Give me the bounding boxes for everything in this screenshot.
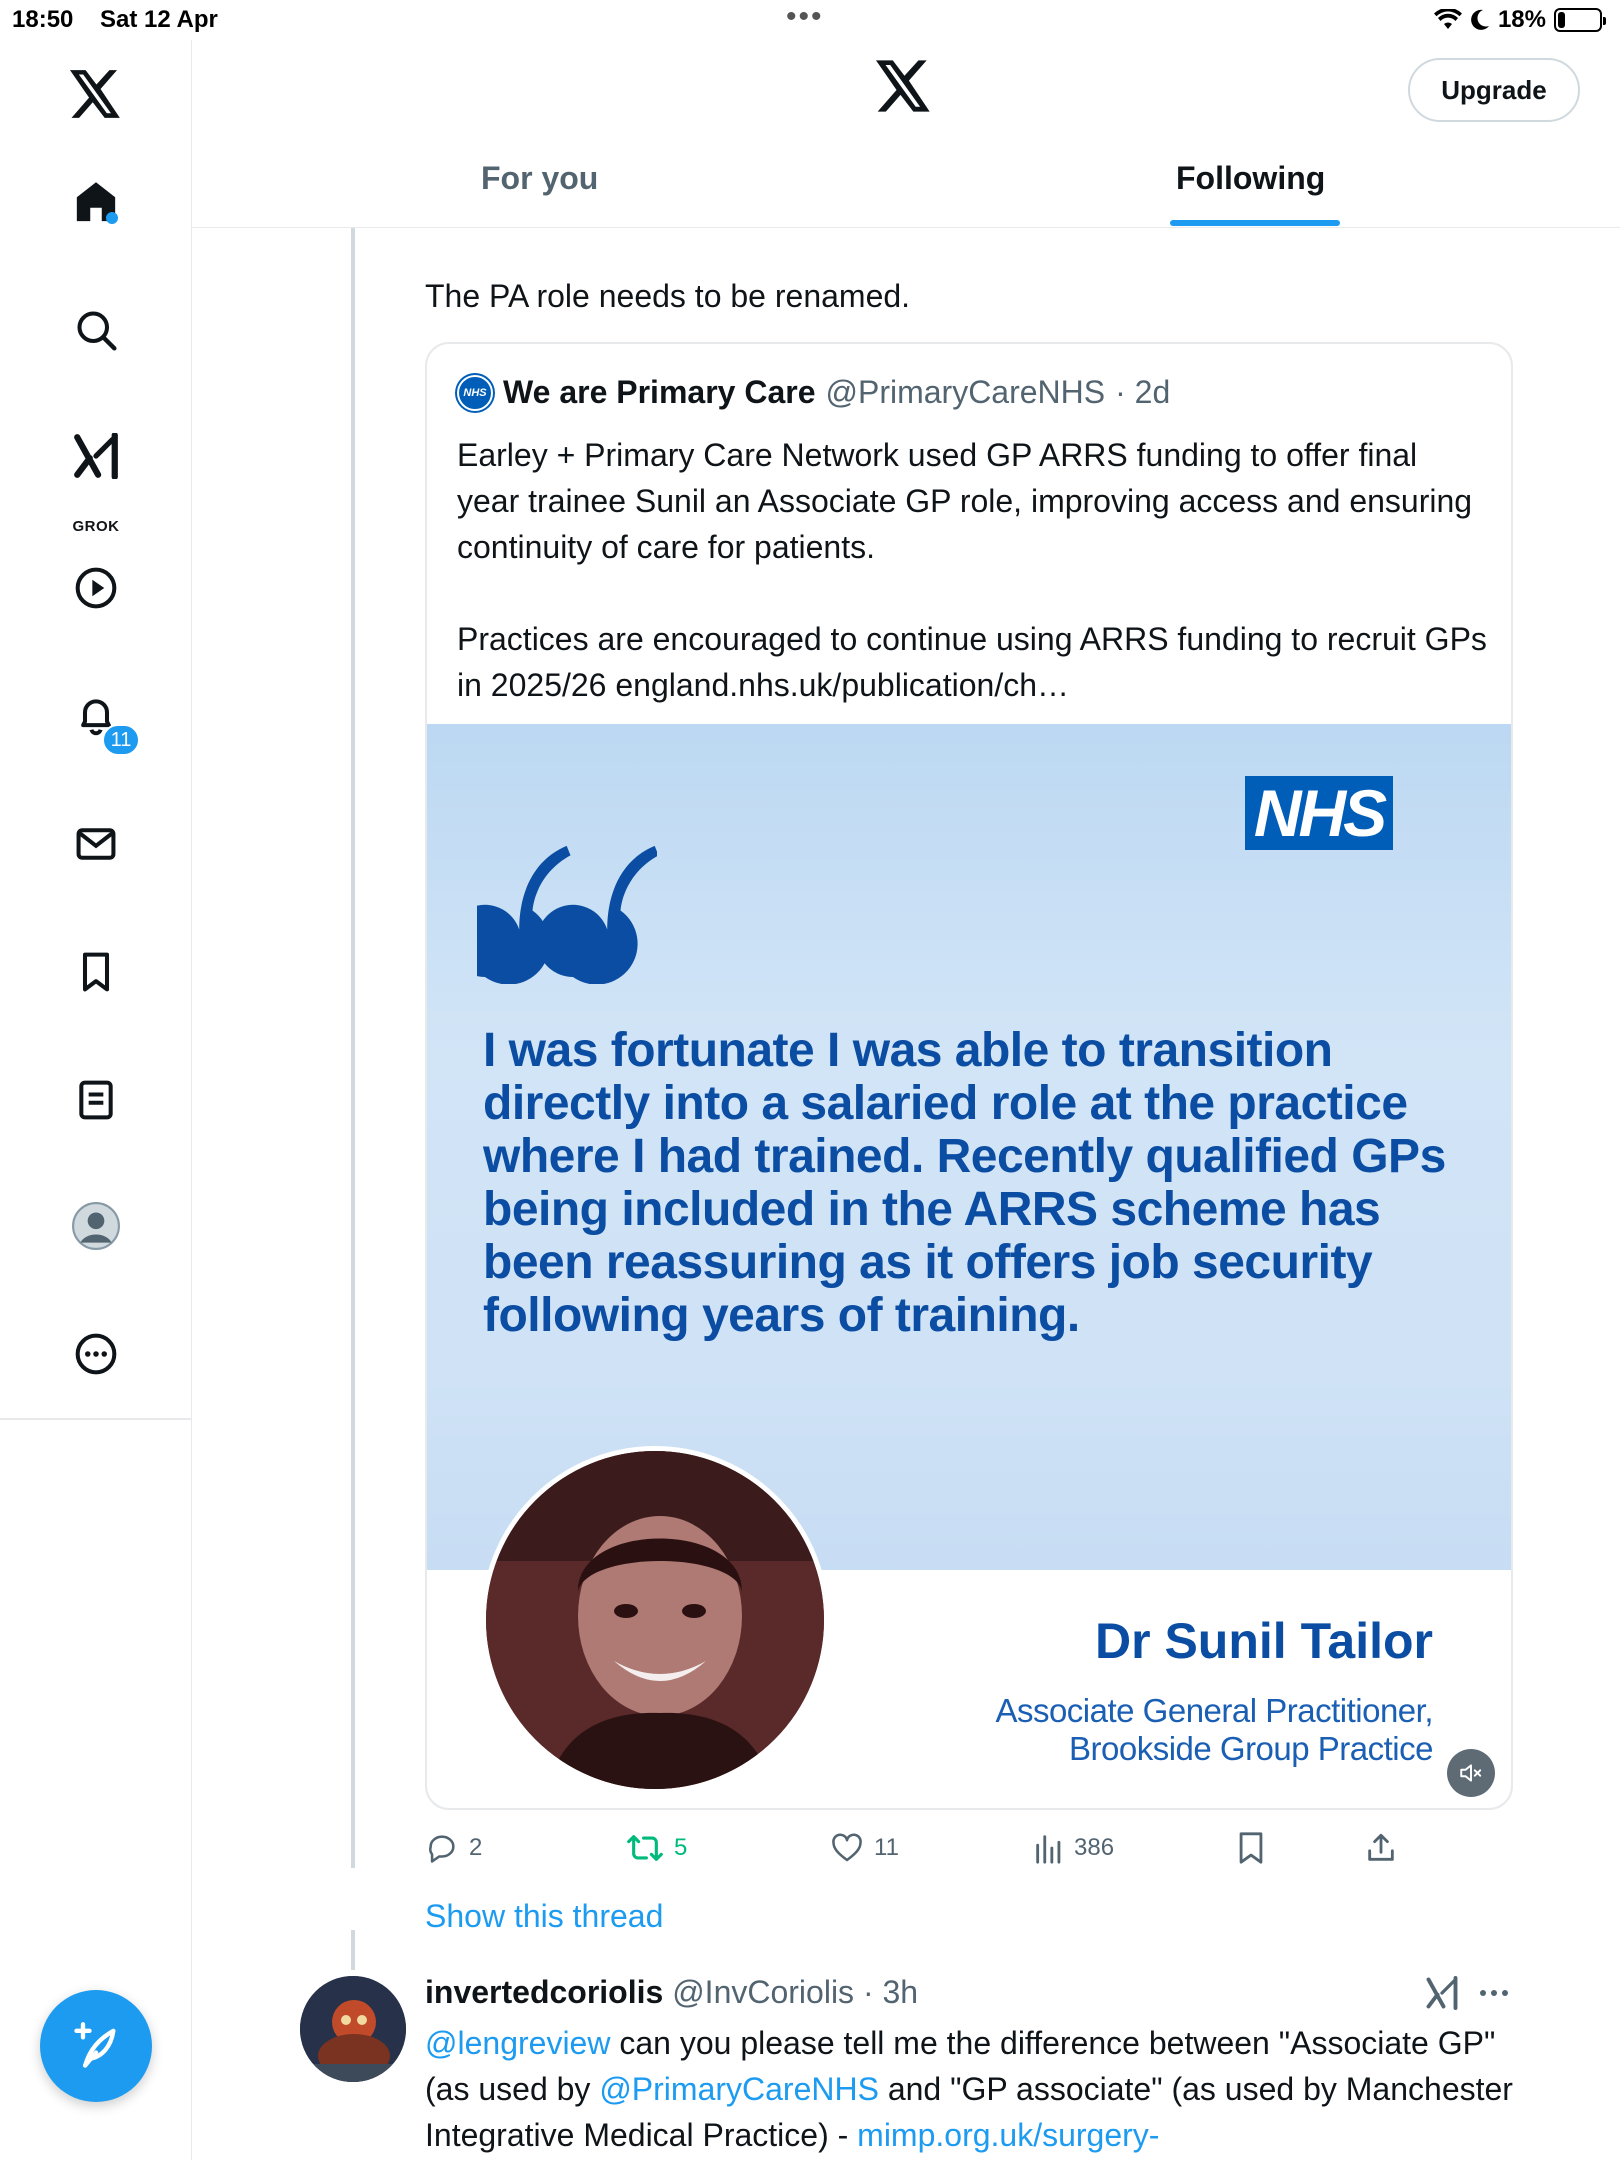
sidebar-item-explore[interactable]: [66, 300, 126, 360]
profile-avatar: [71, 1201, 121, 1251]
tweet-text: [425, 2020, 1525, 2158]
status-bar: [0, 0, 1620, 40]
feather-plus-icon: [70, 2020, 122, 2072]
bookmark-button[interactable]: [1236, 1826, 1266, 1870]
quoted-author-handle[interactable]: @PrimaryCareNHS: [825, 374, 1106, 410]
sidebar-item-home[interactable]: [66, 172, 126, 232]
x-logo-icon[interactable]: [66, 64, 126, 124]
quoted-tweet-paragraph: Earley + Primary Care Network used GP ARRS funding to offer final year trainee Sunil an Associate GP role, improving access and ensuring continuity of care for patients.: [457, 437, 1473, 565]
unmute-button[interactable]: [1447, 1749, 1495, 1797]
search-icon: [74, 308, 118, 352]
quoted-tweet-video[interactable]: [427, 724, 1513, 1810]
retweet-button[interactable]: [626, 1826, 687, 1870]
bookmark-icon: [74, 950, 118, 994]
tweet-text: The PA role needs to be renamed.: [425, 278, 911, 314]
reply-icon: [425, 1831, 459, 1865]
nhs-logo: NHS: [1245, 776, 1393, 850]
quoted-author-name[interactable]: We are Primary Care: [503, 374, 816, 410]
header-divider: [192, 227, 1620, 228]
grok-icon: [71, 433, 121, 479]
header-x-logo-icon[interactable]: [876, 60, 936, 120]
media-quote-text: I was fortunate I was able to transition directly into a salaried role at the practice where I had trained. Recently qualified GPs being included in the ARRS scheme has been reassuring as it offers job security following years of training.: [483, 1024, 1446, 1342]
home-notification-dot: [106, 212, 118, 224]
thread-connector-line: [351, 228, 355, 1868]
thread-connector-line: [351, 1930, 355, 1970]
quoted-tweet-header: [457, 374, 1170, 411]
reply-button[interactable]: [425, 1826, 482, 1870]
status-date: Sat 12 Apr: [100, 6, 218, 33]
battery-percent: 18%: [1497, 6, 1546, 33]
share-icon: [1364, 1831, 1398, 1865]
compose-post-button[interactable]: [40, 1990, 152, 2102]
doctor-name: Dr Sunil Tailor: [1095, 1613, 1433, 1669]
quotation-marks-icon: [477, 844, 657, 984]
tab-following[interactable]: Following: [1176, 160, 1326, 196]
quoted-tweet-card[interactable]: [425, 342, 1513, 1810]
grok-icon[interactable]: [1424, 1976, 1460, 2010]
view-count: 386: [1074, 1834, 1115, 1861]
tweet-header-actions: [1424, 1976, 1510, 2010]
doctor-portrait: [481, 1446, 829, 1794]
views-button[interactable]: [1034, 1826, 1114, 1870]
sidebar-item-lists[interactable]: [66, 1070, 126, 1130]
quoted-tweet-body: [457, 432, 1487, 754]
sidebar-divider: [0, 1418, 192, 1420]
mail-icon: [74, 822, 118, 866]
list-icon: [74, 1078, 118, 1122]
show-thread-link[interactable]: Show this thread: [425, 1898, 664, 1934]
grok-label: GROK: [72, 518, 120, 535]
sidebar-item-grok[interactable]: [66, 426, 126, 486]
status-time: 18:50: [12, 6, 74, 33]
tweet-time: · 3h: [862, 1974, 919, 2010]
moon-icon: [1470, 9, 1490, 31]
notification-count-badge: 11: [102, 724, 140, 756]
upgrade-button[interactable]: Upgrade: [1408, 58, 1580, 122]
tab-for-you[interactable]: For you: [481, 160, 599, 196]
quoted-tweet-paragraph: Practices are encouraged to continue using ARRS funding to recruit GPs in 2025/26 england.nhs.uk/publication/ch…: [457, 621, 1487, 703]
doctor-title-line: Brookside Group Practice: [1068, 1730, 1433, 1767]
reply-count: 2: [469, 1834, 483, 1861]
active-tab-indicator: [1170, 220, 1340, 226]
like-button[interactable]: [830, 1826, 899, 1870]
sidebar-item-profile[interactable]: [66, 1196, 126, 1256]
doctor-title-line: Associate General Practitioner,: [995, 1692, 1433, 1729]
tweet-text-segment: can you please tell me the difference between "Associate GP" (as used by: [425, 2025, 1496, 2107]
sidebar-border: [191, 1420, 192, 2160]
sidebar-item-messages[interactable]: [66, 814, 126, 874]
sidebar-item-bookmarks[interactable]: [66, 942, 126, 1002]
sidebar: [0, 40, 192, 1420]
more-circle-icon: [74, 1332, 118, 1376]
play-icon: [74, 566, 118, 610]
like-count: 11: [874, 1834, 899, 1861]
author-avatar[interactable]: [300, 1976, 406, 2082]
mention-link[interactable]: @PrimaryCareNHS: [599, 2071, 879, 2107]
sidebar-item-videos[interactable]: [66, 558, 126, 618]
author-name[interactable]: invertedcoriolis: [425, 1974, 664, 2010]
retweet-icon: [626, 1831, 664, 1865]
muted-speaker-icon: [1458, 1760, 1484, 1786]
tweet-text-segment: and "GP associate" (as used by Manchester Integrative Medical Practice) -: [425, 2071, 1513, 2153]
wifi-icon: [1434, 9, 1462, 31]
doctor-title: [995, 1692, 1433, 1768]
url-link[interactable]: mimp.org.uk/surgery-: [857, 2117, 1160, 2153]
author-handle[interactable]: @InvCoriolis: [672, 1974, 855, 2010]
quoted-author-avatar[interactable]: NHS: [457, 375, 493, 411]
status-indicators: [1434, 6, 1602, 34]
multitask-dots-icon[interactable]: •••: [786, 0, 824, 33]
sidebar-item-more[interactable]: [66, 1324, 126, 1384]
analytics-icon: [1034, 1831, 1064, 1865]
tweet-header: [425, 1974, 918, 2011]
retweet-count: 5: [674, 1834, 688, 1861]
heart-icon: [830, 1831, 864, 1865]
battery-icon: [1554, 8, 1602, 32]
quoted-tweet-time: · 2d: [1115, 374, 1171, 410]
more-options-icon[interactable]: [1478, 1988, 1510, 1998]
bookmark-icon: [1236, 1831, 1266, 1865]
mention-link[interactable]: @lengreview: [425, 2025, 611, 2061]
share-button[interactable]: [1364, 1826, 1398, 1870]
